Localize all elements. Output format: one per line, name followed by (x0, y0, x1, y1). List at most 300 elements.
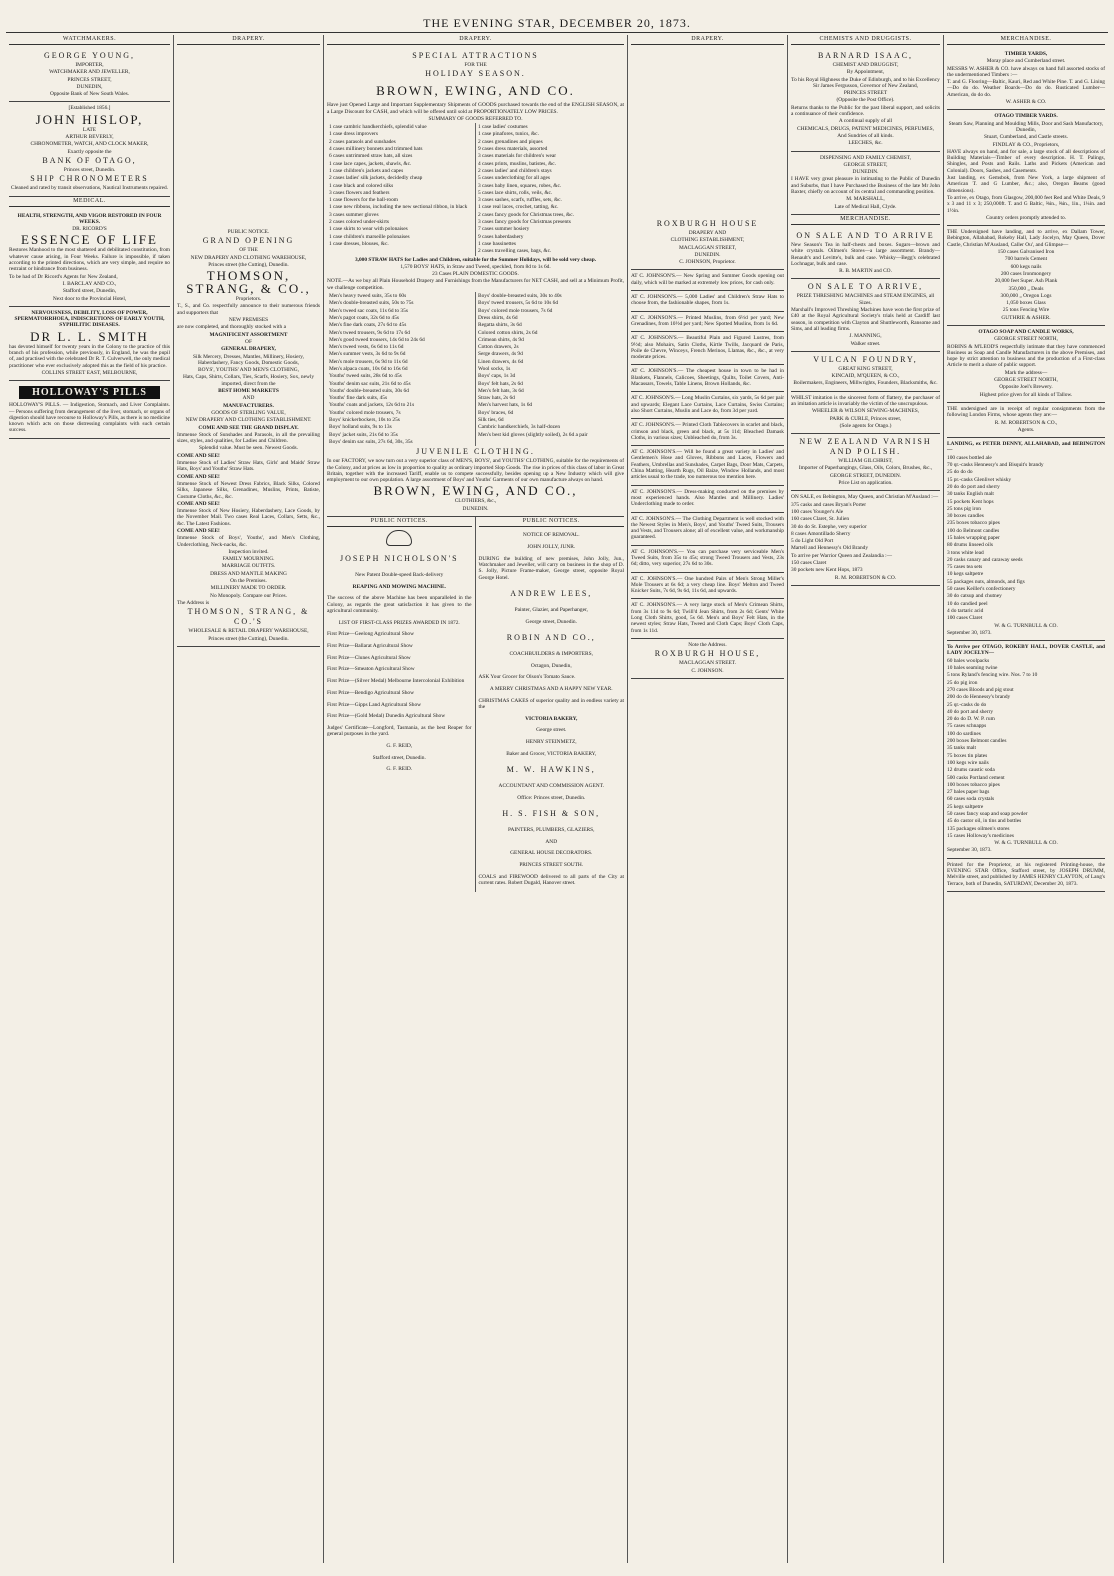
ad-body: AT C. JOHNSON'S.— You can purchase very serviceable Men's Tweed Suits, from 35s to 45s; strong Tweed Trousers and Vests, 23s 6d; ditto, very superior, 27s 6d to 30s. (631, 548, 784, 568)
ad-line: (Opposite the Post Office). (836, 97, 895, 104)
goods-item: 3 cases materials for children's wear (478, 153, 557, 160)
goods-item: 20,000 feet Super. Ash Plank (994, 278, 1058, 285)
ad-title: LANDING, ex PETER DENNY, ALLAHABAD, and BEBINGTON— (947, 441, 1105, 454)
ad-body: AT C. JOHNSON'S.— The cheapest house in town to be had in Blankets, Flannels, Calicoes, Sheetings, Quilts, Toilet Covers, Anti-Macassars, Towels, Table Linens, Brown Hollands, &c. (631, 368, 784, 388)
ad-line: MARRIAGE OUTFITS. (221, 563, 276, 570)
goods-item: 45 do castor oil, in tins and bottles (947, 818, 1022, 825)
ad-body: Judges' Certificate—Longford, Tasmania, as the best Reaper for general purposes in the yard. (327, 724, 472, 738)
goods-item: 50 cases fancy soap and soap powder (947, 810, 1028, 817)
ad-line: Inspection invited. (228, 548, 269, 555)
ad-title: M. W. HAWKINS, (506, 765, 596, 775)
price-item: Men's tweed sac coats, 11s 6d to 35s (329, 307, 408, 314)
price-item: Youths' denim sac suits, 21s 6d to 45s (329, 380, 411, 387)
ad-line: NEW DRAPERY AND CLOTHING WAREHOUSE, (190, 254, 307, 261)
goods-table (327, 123, 624, 255)
sale-item: 8 cases Amontillado Sherry (791, 530, 851, 537)
goods-item: 2 cases grenadines and piques (478, 138, 543, 145)
sale-item: 100 cases Younger's Ale (791, 508, 844, 515)
ad-grand-opening (177, 48, 320, 647)
price-item: Men's heavy tweed suits, 35s to 60s (329, 293, 407, 300)
ad-line: DRAPERY AND (688, 230, 727, 236)
ad-line: Next door to the Provincial Hotel, (52, 295, 127, 302)
price-item: Straw hats, 2s 6d (478, 395, 515, 402)
ad-body: AT C. JOHNSON'S.— Printed Muslins, from 6½d per yard; New Grenadines, from 10½d per yard; New Spotted Muslins, from 1s 6d. (631, 314, 784, 327)
price-item: Men's alpaca coats, 10s 6d to 16s 6d (329, 365, 408, 372)
goods-item: 600 kegs nails (1010, 263, 1042, 270)
ad-line: (Sole agents for Otago.) (839, 422, 892, 429)
goods-item: 15 pockets Kent hops (947, 498, 994, 505)
goods-item: 1 case children's marseille polonaises (329, 233, 410, 240)
ad-line: Mark the address— (1004, 369, 1048, 376)
ad-line: GOODS OF STERLING VALUE, (211, 409, 286, 416)
ad-brown-ewing (327, 48, 624, 517)
goods-item: 1 case lace capes, jackets, shawls, &c. (329, 160, 412, 167)
goods-item: 12 drums caustic soda (947, 767, 995, 774)
imprint-text: Printed for the Proprietor, at his registered Printing-house, the EVENING STAR Office, Stafford street, by JOSEPH DRUMM, Melville street, and published by JAMES HENRY CLAYTON, of Lang's Terrace, both of Dunedin, SATURDAY, December 20, 1873. (947, 861, 1105, 887)
masthead: THE EVENING STAR, DECEMBER 20, 1873. (6, 14, 1108, 33)
goods-item: 200 cases Ironmongery (1000, 270, 1052, 277)
johnson-ad (631, 291, 784, 312)
price-item: Boys' colored mole trousers, 7s 6d (478, 307, 553, 314)
ad-line: COLLINS STREET EAST, MELBOURNE, (41, 369, 138, 376)
ad-body: HAVE always on hand, and for sale, a large stock of all descriptions of Building Materials—Timber of every description. H. T. Palings, Shingles, and Posts and Rails. Laths and Pickets (American and Colonial). Doors, Sashes, and Casements. (947, 148, 1105, 174)
ad-body: Returns thanks to the Public for the past liberal support, and solicits a continuance of their confidence. (791, 104, 940, 118)
ad-threshing (791, 279, 940, 351)
ad-line: Stafford street, Dunedin, (62, 288, 117, 295)
ad-line: No Monopoly. Compare our Prices. (210, 592, 287, 599)
goods-item: 75 boxes tin plates (947, 752, 988, 759)
ad-title: JUVENILE CLOTHING. (416, 447, 535, 457)
goods-item: 300,000 „ Oregon Logs (1000, 292, 1052, 299)
ad-line: AND (545, 838, 558, 845)
goods-item: 100 boxes tobacco pipes (947, 781, 1000, 788)
column-header: MERCHANDISE. (947, 35, 1105, 45)
ad-title: NEW ZEALAND VARNISH AND POLISH. (799, 437, 932, 457)
price-item: Youths' double-breasted suits, 30s 6d (329, 387, 409, 394)
goods-item: 1 case skirts to wear with polonaises (329, 226, 408, 233)
holloway-banner: HOLLOWAY'S PILLS (19, 386, 161, 399)
ad-title: BARNARD ISAAC, (817, 51, 914, 60)
goods-item: 200 do do Hennessy's brandy (947, 694, 1011, 701)
ad-line: PRINCES STREET (843, 90, 888, 97)
goods-item: 2 cases parasols and sunshades (329, 138, 396, 145)
ad-title: ON SALE TO ARRIVE, (807, 282, 924, 292)
ad-body: Marshall's Improved Threshing Machines have won the first prize of £40 at the Royal Agricultural Society's trials held at Cardiff last season, in competition with Clayton and Shuttleworth, Ransome and Sims, and all leading firms. (791, 307, 940, 332)
column-header: CHEMISTS AND DRUGGISTS. (791, 35, 940, 45)
goods-item: 20 do do D. W. P. rum (947, 716, 995, 723)
ad-marshall (791, 152, 940, 215)
price-item: Men's tweed trousers, 9s 6d to 17s 6d (329, 329, 410, 336)
ad-body: COALS and FIREWOOD delivered to all parts of the City at current rates. Robert Dugald, Hanover street. (478, 873, 624, 887)
ad-line: WILLIAM GILCHRIST, (838, 458, 893, 465)
goods-list-left (327, 123, 476, 255)
ad-body: DURING the building of new premises, John Jolly, Jun., Watchmaker and Jeweller, will carry on business in the shop of D. S. Jolly, Picture Frame-maker, George street, opposite Royal George Hotel. (478, 555, 624, 581)
ad-line: Cleaned and rated by transit observations, Nautical Instruments repaired. (10, 185, 169, 192)
suits-table (327, 292, 624, 446)
ad-line: GEORGE STREET NORTH, (994, 377, 1058, 384)
ad-line: REAPING AND MOWING MACHINE. (352, 583, 446, 590)
ad-line: M. MARSHALL, (846, 196, 885, 203)
price-item: Youths' colored mole trousers, 7s (329, 409, 401, 416)
ad-title: GEORGE YOUNG, (43, 51, 136, 60)
ad-line: GREAT KING STREET, (838, 365, 893, 372)
goods-item: 3 cases flowers and feathers (329, 189, 390, 196)
ad-line: WATCHMAKER AND JEWELLER, (49, 69, 130, 76)
ad-body: T. and G. Flooring—Baltic, Kauri, Red and White Pine. T. and G. Lining—Do do do. Weather Boards—Do do do. Rusticated Lumber—American, do do do. (947, 79, 1105, 98)
ad-line: DUNEDIN. (694, 251, 721, 258)
ad-line: PRINCES STREET SOUTH. (519, 862, 584, 869)
goods-item: 20 do do port and sherry (947, 483, 1000, 490)
ad-line: Hats, Caps, Shirts, Collars, Ties, Scarfs, Hosiery, Sox, newly imported, direct from the (182, 374, 315, 387)
price-item: Men's best kid gloves (slightly soiled), 2s 6d a pair (478, 431, 588, 438)
price-item: Boys' denim sac suits, 27s 6d, 30s, 35s (329, 438, 413, 445)
ad-barnard-isaac (791, 48, 940, 152)
ad-line: AND (242, 395, 255, 402)
ad-line: Walker street. (850, 340, 881, 347)
ad-line: BANK OF OTAGO, (42, 155, 137, 165)
ad-line: OF THE (239, 247, 258, 254)
sale-item: 30 do do St. Estephe, very superior (791, 523, 867, 530)
ad-line: 3,000 STRAW HATS for Ladies and Children, suitable for the Summer Holidays, will be sold very cheap. (354, 256, 597, 263)
price-item: Men's felt hats, 3s 6d (478, 387, 524, 394)
ad-title: THOMSON, STRANG, & CO.'S (187, 607, 310, 627)
ad-line: DRESS AND MANTLE MAKING (210, 570, 287, 577)
public-notices-left (327, 517, 476, 892)
sale-list (791, 502, 940, 552)
ad-title: ON SALE AND TO ARRIVE (796, 230, 935, 240)
goods-item: 7 cases summer hosiery (478, 226, 530, 233)
price-item: Boys' double-breasted suits, 30s to 40s (478, 293, 562, 300)
arrive-list (947, 658, 1105, 839)
goods-item: 3 tons white lead (947, 549, 984, 556)
ad-body: AT C. JOHNSON'S.— One hundred Pairs of Men's Strong Miller's Mole Trousers at 6s 6d; a very cheap line. Boys' Melton and Tweed Knicker Suits, 7s 6d, 9s 6d, 11s 6d, and upwards. (631, 575, 784, 595)
goods-item: 30 do catsup and chutney (947, 593, 1002, 600)
ad-george-young (9, 48, 170, 102)
goods-item: 30 boxes candles (947, 513, 984, 520)
goods-item: 50 cases Keiller's confectionery (947, 586, 1016, 593)
ad-ricord (9, 210, 170, 307)
prize-item: First Prize—(Gold Medal) Dunedin Agricultural Show (327, 713, 446, 720)
ad-line: To his Royal Highness the Duke of Edinburgh, and to his Excellency Sir James Fergusson, Governor of New Zealand, (791, 76, 940, 89)
ad-body: NOTE.—As we buy all Plain Household Drapery and Furnishings from the Manufacturers for NET CASH, and sell at a Minimum Profit, we challenge competition. (327, 278, 624, 291)
ad-line: MACLAGGAN STREET. (678, 660, 737, 667)
goods-item: 3 cases sashes, scarfs, ruffles, sets, &c. (478, 197, 562, 204)
ad-line: PARK & CURLE, Princes street, (829, 415, 902, 422)
ad-line: LEECHES, &c. (848, 140, 883, 147)
goods-item: 5 tons Ryland's fencing wire. Nos. 7 to 10 (947, 672, 1038, 679)
price-item: Boys' jacket suits, 21s 6d to 35s (329, 431, 398, 438)
ad-line: DR. RICORD'S (72, 226, 107, 233)
ad-line: DUNEDIN. (462, 505, 489, 512)
price-item: Cotton drawers, 2s (478, 344, 519, 351)
ad-john-hislop (9, 102, 170, 196)
ad-body: Immense Stock of New Hosiery, Haberdashery, Lace Goods, by the November Mail. Two cases Real Laces, Collars, Setts, &c., &c. The Latest Fashions. (177, 508, 320, 527)
goods-item: 25 tons Fencing Wire (1002, 307, 1050, 314)
goods-item: 350,000 „ Deals (1008, 285, 1044, 292)
ad-body: AT C. JOHNSON'S.— Will be found a great variety in Ladies' and Gentlemen's Hose and Gloves, Ribbons and Laces, Flowers and Feathers, Umbrellas and Sunshades, Carpet Bags, Door Mats, Carpets, China Matting, Hearth Rugs, Oil Baize, Window Hollands, and most articles usual to the trade, too numerous too mention here. (631, 449, 784, 481)
ad-body: THE undersigned are in receipt of regular consignments from the following London Firms, whose agents they are:— (947, 405, 1105, 419)
ad-line: OF (245, 338, 252, 345)
goods-item: 55 packages nuts, almonds, and figs (947, 578, 1025, 585)
ad-line: G. F. REID, (386, 742, 413, 749)
ad-line: HENRY STEINMETZ, (525, 739, 577, 746)
price-item: Men's good tweed trousers, 14s 6d to 24s 6d (329, 336, 425, 343)
ad-title: JOSEPH NICHOLSON'S (339, 554, 459, 564)
ad-body: Have just Opened Large and Important Supplementary Shipments of GOODS purchased towards the end of the ENGLISH SEASON, at a Large Discount for CASH, and which will be offered until sold at PROPORTIONATELY LOW PRICES. (327, 102, 624, 115)
ad-asher (947, 48, 1105, 110)
goods-item: 1 case pinafores, tunics, &c. (478, 131, 539, 138)
ad-line: Moray place and Cumberland street. (986, 58, 1066, 65)
price-item: Cambric handkerchiefs, 3s half-dozen (478, 424, 561, 431)
price-item: Men's harvest hats, 1s 6d (478, 402, 533, 409)
ad-line: SPECIAL ATTRACTIONS (412, 51, 539, 60)
goods-item: 35 tanks malt (947, 745, 977, 752)
ad-line: ARTHUR BEVERLY, (65, 134, 114, 141)
goods-item: 1 case bassinettes (478, 240, 517, 247)
price-item: Regatta shirts, 3s 6d (478, 322, 522, 329)
landing-list (947, 455, 1105, 622)
ad-body: The success of the above Machine has been unparalleled in the Colony, as regards the great satisfaction it has given to the agricultural community. (327, 595, 472, 614)
columns (6, 33, 1108, 1563)
ad-line: SHIP CHRONOMETERS (30, 174, 149, 184)
ad-line: Late of Medical Hall, Clyde. (834, 203, 897, 210)
goods-item: 25 kegs saltpetre (947, 803, 984, 810)
ad-body: To arrive, ex Otago, from Glasgow, 200,000 feet Red and White Deals, 9 x 3 and 11 x 3; 250,000ft. T. and G Baltic, ⅜in., ⅝in., 1in., 1¼in. and 1½in. (947, 194, 1105, 214)
ad-body: In our FACTORY, we now turn out a very superior class of MEN'S, BOYS', and YOUTHS' CLOTHING, suitable for the requirements of the Colony, and at prices as low in proportion to quality as ordinary imported Slop Goods. The rise in prices of this class of labor in Great Britain, together with the increased Tariff, enable us to compete successfully, besides opening up a New Industry which will give employment to our own population. A large assortment of Boys' and Youths' Garments of our own manufacture always on hand. (327, 458, 624, 484)
goods-item: 1 case new ribbons, including the new sectional ribbon, in black (329, 204, 468, 211)
ad-line: Octagon, Dunedin, (530, 662, 572, 669)
ad-line: Opposite Joel's Brewery. (999, 384, 1053, 391)
goods-item: 15 bales wrapping paper (947, 535, 1000, 541)
ad-body: AT C. JOHNSON'S.— Dress-making conducted on the premises by most experienced hands. Also Mantles and Millinery. Ladies' Underclothing made to order. (631, 488, 784, 508)
ad-line: Princes street (the Cutting), Dunedin. (208, 635, 289, 642)
ad-line: W. ASHER & CO. (1005, 99, 1047, 106)
price-item: Boys' tweed trousers, 5s 6d to 10s 6d (478, 300, 559, 307)
goods-item: 25 do do do (947, 469, 973, 476)
ad-line: Painter, Glazier, and Paperhanger, (514, 606, 588, 613)
column-watchmakers (6, 35, 174, 1563)
goods-item: 80 drums linseed oils (947, 542, 993, 549)
goods-item: 2 cases fancy goods for Christmas trees, &c. (478, 211, 574, 218)
prize-item: First Prize—Clunes Agricultural Show (327, 654, 411, 661)
ad-body: Immense Stock of Boys', Youths', and Men's Clothing, Underclothing, Neck-nacks, &c. (177, 535, 320, 548)
ad-title: THOMSON, STRANG, & CO., (186, 268, 311, 297)
ad-line: September 30, 1873. (947, 847, 992, 854)
ad-roxburgh-house (631, 48, 784, 270)
goods-list-right (476, 123, 625, 255)
ad-line: FAMILY MOURNING. (222, 556, 275, 563)
price-item: Youths' coats and jackets, 12s 6d to 21s (329, 402, 415, 409)
ad-title: ESSENCE OF LIFE (21, 232, 158, 248)
ad-line: BEST HOME MARKETS (218, 388, 279, 395)
prize-list (327, 631, 472, 719)
ad-line: PAINTERS, PLUMBERS, GLAZIERS, (507, 827, 595, 834)
ad-line: And Sundries of all kinds. (837, 132, 894, 139)
ad-line: WHEELER & WILSON SEWING-MACHINES, (811, 408, 920, 415)
ad-line: New Patent Double-speed Back-delivery (355, 572, 444, 579)
price-item: Silk ties, 6d (478, 417, 504, 424)
ad-line: J. MANNING, (849, 333, 882, 340)
ad-title: TIMBER YARDS, (1004, 51, 1048, 57)
johnson-ad (631, 392, 784, 419)
goods-item: 1 case dresses, blouses, &c. (329, 240, 389, 247)
ad-line: R. M. ROBERTSON & CO. (834, 574, 897, 581)
ad-line: ACCOUNTANT AND COMMISSION AGENT. (498, 783, 604, 790)
ad-line: G. F. REID. (386, 766, 413, 773)
ad-guthrie (947, 226, 1105, 326)
ad-robertson (791, 491, 940, 586)
ad-line: I. BARCLAY AND CO., (62, 280, 117, 287)
ad-line: DUNEDIN. (852, 169, 879, 176)
price-item: Colored cotton shirts, 2s 6d (478, 329, 538, 336)
price-item: Dress shirts, 4s 6d (478, 314, 518, 321)
ad-line: KINCAID, M'QUEEN, & CO., (831, 373, 900, 380)
prize-item: First Prize—Geelong Agricultural Show (327, 631, 414, 638)
ad-line: IMPORTER, (75, 62, 104, 68)
ad-line: Proprietors. (235, 296, 262, 303)
ad-line: Highest price given for all kinds of Tallow. (979, 391, 1073, 398)
ad-line: 30 pockets new Kent Hops, 1873 (791, 567, 863, 574)
prize-item: First Prize—(Silver Medal) Melbourne Intercolonial Exhibition (327, 678, 465, 685)
ad-line: CHRONOMETER, WATCH, AND CLOCK MAKER, (30, 141, 149, 148)
johnson-ad (631, 599, 784, 638)
ad-body: AT C. JOHNSON'S.— A very large stock of Men's Crimean Shirts, from 3s 11d to 9s 6d; Twill'd Jean Shirts, from 2s 6d; Gents' White Long Cloth Shirts, good, 5s 6d. Men's and Boys' Felt Hats, in the newest styles; Straw Hats, Tweed and Cloth Caps; Boys' Cloth Caps, from 1s 11d. (631, 602, 784, 634)
ad-title: BROWN, EWING, AND CO. (376, 83, 575, 99)
ad-line: LATE (82, 126, 97, 133)
goods-item: 100 do Belmont candles (947, 527, 1000, 534)
column-drapery-2 (324, 35, 628, 1563)
ad-line: GUTHRIE & ASHER. (1001, 314, 1051, 321)
goods-item: 25 do pig iron (947, 679, 978, 686)
goods-item: 135 packages oilmen's stores (947, 825, 1010, 832)
price-item: Youths' fine dark suits, 45s (329, 395, 388, 402)
ad-wheeler-wilson (791, 392, 940, 434)
ad-line: Price List on application. (838, 480, 893, 487)
johnson-ad (631, 513, 784, 546)
goods-item: 1 case dress improvers (329, 131, 378, 138)
ad-smith (9, 307, 170, 381)
johnson-ad (631, 419, 784, 446)
goods-item: 25 qr.-casks do do (947, 701, 987, 708)
johnson-ad (631, 446, 784, 485)
ad-line: Agents. (1017, 426, 1035, 433)
ad-body: AT C. JOHNSON'S.— New Spring and Summer Goods opening out daily, which will be marked at extremely low prices, for cash only. (631, 273, 784, 286)
goods-item: 200 boxes Belmont candles (947, 738, 1007, 745)
ad-line: Note the Address. (688, 641, 727, 648)
ad-body: WHILST imitation is the sincerest form of flattery, the purchaser of an imitation article is invariably the victim of the unscrupulous. (791, 394, 940, 407)
ad-line: 1,570 BOYS' HATS, in Straw and Tweed, speckled, from 8d to 1s 6d. (400, 263, 551, 270)
ad-line: C. JOHNSON. (691, 667, 724, 674)
ad-line: GENERAL DRAPERY, (221, 346, 276, 353)
price-item: Crimean shirts, 4s 9d (478, 336, 524, 343)
goods-item: 2 cases travelling cases, bags, &c. (478, 248, 552, 255)
ad-line: CLOTHING ESTABLISHMENT, (670, 237, 745, 244)
johnson-ad (631, 573, 784, 600)
ad-title: ANDREW LEES, (510, 588, 593, 598)
goods-item: 70 qr.-casks Hennessy's and Bisquit's brandy (947, 462, 1044, 469)
ad-line: W. & G. TURNBULL & CO. (994, 622, 1058, 629)
ad-line: Princes street, Dunedin. (63, 166, 116, 173)
goods-item: 700 barrels Cement (1004, 256, 1048, 263)
goods-item: 1 case real laces, crochet, tatting, &c. (478, 204, 559, 211)
ad-gilchrist (791, 434, 940, 491)
price-item: Men's fine dark coats, 27s 6d to 45s (329, 322, 407, 329)
goods-item: 150 cases Galvanised Iron (997, 249, 1055, 256)
prize-item: First Prize—Bendigo Agricultural Show (327, 689, 414, 696)
price-item: Men's tweed vests, 6s 6d to 11s 6d (329, 344, 404, 351)
ad-line: To be had of Dr Ricord's Agents for New Zealand, (9, 273, 118, 280)
price-item: Men's pagot coats, 32s 6d to 45s (329, 314, 399, 321)
ad-line: GEORGE STREET NORTH, (994, 336, 1058, 343)
column-header: PUBLIC NOTICES. (327, 517, 472, 527)
ad-line: A MERRY CHRISTMAS AND A HAPPY NEW YEAR. (489, 686, 613, 693)
prize-item: First Prize—Ballarat Agricultural Show (327, 643, 413, 650)
ad-roxburgh-address (631, 639, 784, 679)
ad-line: PUBLIC NOTICE. (227, 229, 270, 235)
sale-item: 5 do Light Old Port (791, 538, 834, 545)
ad-line: JOHN JOLLY, JUNR. (527, 544, 576, 551)
goods-item: 30 tanks English malt (947, 491, 994, 498)
ad-title: OTAGO SOAP AND CANDLE WORKS, (978, 328, 1074, 335)
column-header: WATCHMAKERS. (9, 35, 170, 45)
column-header: MEDICAL. (9, 197, 170, 207)
price-item: Youths' tweed suits, 28s 6d to 45s (329, 373, 402, 380)
prize-item: First Prize—Smeaton Agricultural Show (327, 666, 415, 673)
goods-item: 500 casks Portland cement (947, 774, 1005, 781)
ad-line: BOYS', YOUTHS' AND MEN'S CLOTHING, (198, 367, 299, 374)
goods-item: 25 tons pig iron (947, 505, 981, 512)
ad-body: AT C. JOHNSON'S.— Beautiful Plain and Figured Lustres, from 9½d; also Mohairs, Satin Cloths, Kirtle Twills, Jacquard de Paris, Poile de Chevre, Winceys, French Merinos, Llamas, &c., &c., at very moderate prices. (631, 335, 784, 361)
ad-line: [Established 1856.] (68, 105, 111, 112)
column-header: MERCHANDISE. (791, 215, 940, 225)
ad-line: COME AND SEE! (177, 452, 220, 459)
sale-item: 160 cases Claret, St. Julien (791, 516, 850, 523)
goods-item: 20 casks canary and caraway seeds (947, 556, 1023, 563)
ad-line: NEW PREMISES (228, 317, 269, 324)
ad-line: CHEMIST AND DRUGGIST, (832, 62, 899, 68)
ad-line: DUNEDIN, (76, 83, 103, 90)
public-notices-row (327, 517, 624, 892)
goods-item: 100 cases Claret (947, 615, 983, 622)
ad-soap-works (947, 326, 1105, 403)
ad-title: VULCAN FOUNDRY, (813, 354, 918, 364)
goods-item: 60 bales woolpacks (947, 657, 990, 664)
ad-body: AT C. JOHNSON'S.— Long Muslin Curtains, six yards, 5s 6d per pair and upwards; Elegant Lace Curtains, Lace Curtains, Swiss Curtains; also Short Curtains, Muslin and Lace do, from 3d per yard. (631, 395, 784, 414)
ad-body: Immense Stock of Newest Dress Fabrics, Black Silks, Colored Silks, Japanese Silks, Grenadines, Muslins, Prints, Batiste, Costume Cloths, &c., &c. (177, 480, 320, 500)
column-header: DRAPERY. (327, 35, 624, 45)
ad-holloway (9, 381, 170, 438)
ad-title: BROWN, EWING, AND CO., (373, 483, 578, 499)
price-item: Boys' holland suits, 9s to 13s (329, 424, 392, 431)
ad-line: W. & G. TURNBULL & CO. (994, 840, 1058, 847)
ad-line: MACLAGGAN STREET, (678, 244, 737, 251)
goods-item: 75 cases schnapps (947, 723, 987, 730)
ad-line: George street, Dunedin. (525, 618, 577, 625)
ad-line: FOR THE (464, 62, 487, 68)
ad-line: DISPENSING AND FAMILY CHEMIST, (819, 154, 911, 161)
ad-line: Stafford street, Dunedin. (372, 754, 426, 761)
ad-line: Steam Saw, Planning and Moulding Mills, Door and Sash Manufactory, Dunedin, (948, 120, 1104, 133)
goods-item: 1 case cambric handkerchiefs, splendid value (329, 124, 427, 131)
ad-body: ROBINS & M'LEOD'S respectfully intimate that they have commenced Business as Soap and Candle Manufacturers in the above Premises, and hope by strict attention to business and the production of a First-class Article to merit a share of public support. (947, 343, 1105, 369)
ad-body: AT C. JOHNSON'S.— Printed Cloth Tablecovers in scarlet and black, crimson and black, green and black, at 5s 11d; Bleached Damask Cloths, in various sizes; Unbleached do, from 3s. (631, 422, 784, 441)
column-drapery-3 (628, 35, 788, 1563)
ad-line: R. B. MARTIN and CO. (839, 268, 892, 275)
ad-line: GEORGE STREET, (843, 161, 888, 168)
goods-item: 4 do tartaric acid (947, 607, 984, 614)
johnson-ad (631, 270, 784, 291)
ad-title: OTAGO TIMBER YARDS. (994, 113, 1058, 120)
